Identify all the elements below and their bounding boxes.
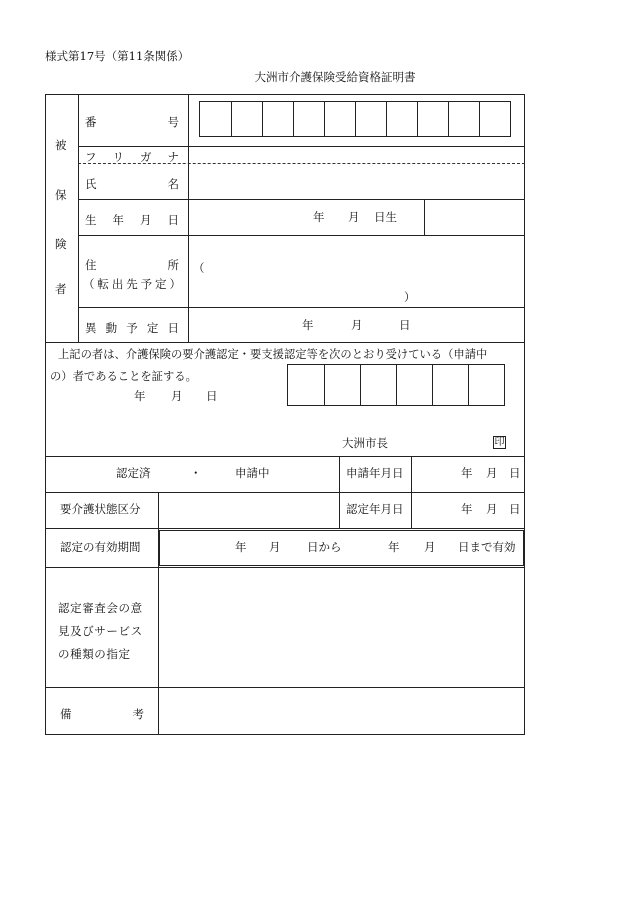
issuer-number-boxes[interactable] (287, 364, 505, 406)
review-label-line3: の種類の指定 (58, 647, 131, 661)
validity-label: 認定の有効期間 (60, 540, 141, 554)
address-sub-label: （ 転 出 先 予 定 ） (83, 277, 181, 291)
name-label: 氏 名 (85, 177, 179, 191)
seal-icon: 印 (494, 437, 505, 448)
certdate-day: 日 (509, 502, 521, 516)
move-month: 月 (351, 318, 363, 332)
validity-from-day: 日から (307, 540, 342, 554)
page-title: 大洲市介護保険受給資格証明書 (254, 70, 416, 84)
apply-month: 月 (486, 466, 498, 480)
move-date-label: 異 動 予 定 日 (85, 321, 179, 335)
certdate-month: 月 (486, 502, 498, 516)
number-label: 番 号 (85, 115, 179, 129)
review-label-line1: 認定審査会の意 (58, 601, 143, 615)
cert-month: 月 (171, 389, 183, 403)
apply-day: 日 (509, 466, 521, 480)
validity-to-year: 年 (388, 540, 400, 554)
birth-day: 日生 (374, 210, 397, 224)
move-year: 年 (302, 318, 314, 332)
furigana-label: フ リ ガ ナ (85, 150, 179, 164)
certification-text-line1: 上記の者は、介護保険の要介護認定・要支援認定等を次のとおり受けている（申請中 (58, 348, 488, 361)
apply-year: 年 (461, 466, 473, 480)
care-level-field[interactable] (159, 493, 338, 527)
birth-label: 生 年 月 日 (85, 213, 179, 227)
cert-year: 年 (134, 389, 146, 403)
validity-to-day: 日まで有効 (458, 540, 516, 554)
cert-day: 日 (206, 389, 218, 403)
applying-option[interactable]: 申請中 (235, 466, 270, 480)
validity-from-year: 年 (235, 540, 247, 554)
form-number: 様式第17号（第11条関係） (45, 49, 190, 63)
remarks-label: 備 考 (60, 707, 144, 721)
furigana-field[interactable] (189, 147, 524, 162)
section-divider (45, 342, 525, 343)
birth-year: 年 (313, 210, 325, 224)
side-label-3: 険 (55, 237, 67, 251)
address-close-paren: ） (404, 290, 416, 304)
care-level-label: 要介護状態区分 (60, 502, 141, 516)
validity-to-month: 月 (424, 540, 436, 554)
remarks-field[interactable] (159, 688, 524, 734)
validity-from-month: 月 (269, 540, 281, 554)
certified-option[interactable]: 認定済 (116, 466, 151, 480)
name-field[interactable] (189, 164, 524, 198)
review-field[interactable] (159, 568, 524, 686)
side-label-2: 保 (55, 188, 67, 202)
review-label-line2: 見及びサービス (58, 624, 143, 638)
option-separator: ・ (190, 466, 202, 480)
birth-month: 月 (348, 210, 360, 224)
insured-number-boxes[interactable] (199, 101, 511, 137)
side-label-1: 被 (55, 138, 67, 152)
gender-field[interactable] (425, 200, 524, 234)
address-open-paren: （ (193, 261, 205, 275)
certification-text-line2: の）者であることを証する。 (50, 370, 197, 383)
cert-date-label: 認定年月日 (346, 502, 404, 516)
move-day: 日 (399, 318, 411, 332)
certdate-year: 年 (461, 502, 473, 516)
address-label: 住 所 (85, 258, 179, 272)
mayor-label: 大洲市長 (342, 436, 388, 450)
side-label-4: 者 (55, 282, 67, 296)
apply-date-label: 申請年月日 (346, 466, 404, 480)
address-field[interactable] (205, 240, 515, 302)
